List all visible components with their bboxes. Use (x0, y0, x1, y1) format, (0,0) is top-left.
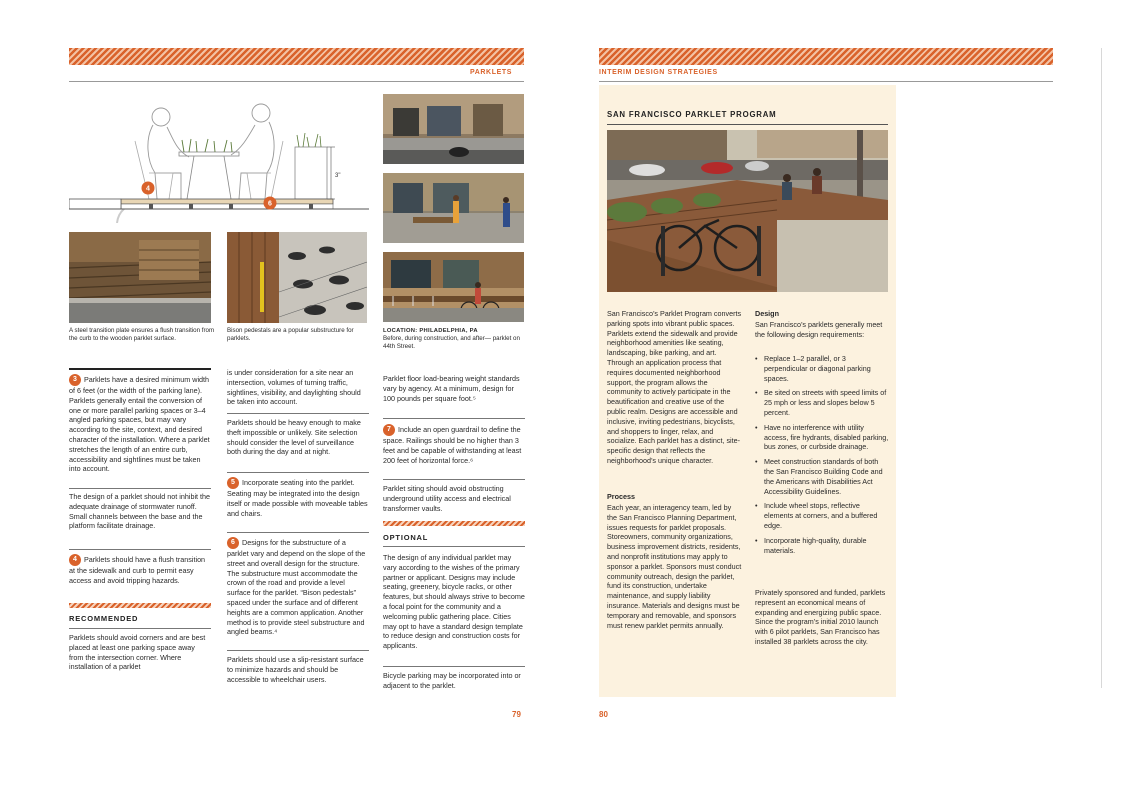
design-requirement: • Be sited on streets with speed limits of 25 mph or less and slopes below 5 percent. (755, 388, 889, 417)
process-heading: Process (607, 492, 635, 501)
diagram-svg (69, 95, 369, 223)
col1-para-3-text: Parklets have a desired minimum width of 6 feet (or the width of the parking lane). Parklets generally entail the conversion of one or more parallel parking spaces or 3–4 angled parking spaces, but may vary according to the site, context, and desired character of the installation. Where a parklet stretches the length of an entire curb, accessibility and sightlines must be taken into account. (69, 374, 210, 474)
header-stripe-right (599, 48, 1053, 65)
col1-para-drainage: The design of a parklet should not inhibit the adequate drainage of stormwater runoff. Small channels between the base and the platform facilitate drainage. (69, 492, 211, 531)
photo-bison-pedestals (227, 232, 367, 323)
col1-top-rule (69, 368, 211, 370)
optional-heading: OPTIONAL (383, 533, 429, 542)
page-number-right: 80 (599, 710, 608, 719)
col1-para-3 (69, 374, 211, 474)
col1-rule-3 (69, 628, 211, 629)
design-heading: Design (755, 309, 779, 318)
col1-para-4 (69, 554, 211, 586)
col2-rule-3 (227, 532, 369, 533)
sidebar-title: SAN FRANCISCO PARKLET PROGRAM (607, 110, 777, 119)
callout-6-text: 6 (268, 200, 272, 208)
badge-4: 4 (69, 554, 81, 566)
caption-bison-pedestals: Bison pedestals are a popular substructure for parklets. (227, 327, 354, 343)
col2-para-slip: Parklets should use a slip-resistant surface to minimize hazards and should be accessible to wheelchair users. (227, 655, 364, 684)
col2-rule-1 (227, 413, 369, 414)
col3-para-7 (383, 424, 525, 465)
design-requirements-list (755, 354, 889, 560)
col2-para-5-text: Incorporate seating into the parklet. Seating may be integrated into the design itself or made possible with moveable tables and chairs. (227, 477, 368, 518)
running-head-right: INTERIM DESIGN STRATEGIES (599, 69, 718, 76)
sidebar-intro: San Francisco’s Parklet Program converts parking spots into vibrant public spaces. Parklets extend the sidewalk and provide neighborhood amenities like seating, landscaping, bike parking, and art. Through an application process that requires documented neighborhood support, the program allows the community to actively participate in the beautification and creative use of the public realm. Designs are accessible and inclusive, inviting pedestrians, bicyclists, and shoppers to linger, relax, and socialize. Each parklet has a distinct, site-specific design that reflects the neighborhood’s unique character. (607, 309, 742, 465)
optional-stripe (383, 521, 525, 526)
header-rule-right (599, 81, 1053, 82)
col3-para-bike: Bicycle parking may be incorporated into or adjacent to the parklet. (383, 671, 521, 690)
design-requirement: • Incorporate high-quality, durable materials. (755, 536, 889, 556)
col1-para-recommended: Parklets should avoid corners and are best placed at least one parking space away from the intersection corner. Where installation of a parklet (69, 633, 206, 672)
col2-para-6 (227, 537, 369, 637)
process-text: Each year, an interagency team, led by the San Francisco Planning Department, issues requests for parklet proposals. Storeowners, community organizations, business improvement districts, residents, and nonprofit institutions may apply to sponsor a parklet. Sponsors must conduct community outreach, design the parklet, fund its construction, undertake maintenance, and supply liability insurance. Materials and designs must be temporary and removable, and sponsors must renew parklet permits annually. (607, 503, 742, 630)
col3-para-floor: Parklet floor load-bearing weight standards vary by agency. At a minimum, design for 100 pounds per square foot.⁵ (383, 374, 520, 403)
badge-6: 6 (227, 537, 239, 549)
photo-transition-plate (69, 232, 211, 323)
design-requirement: • Replace 1–2 parallel, or 3 perpendicular or diagonal parking spaces. (755, 354, 889, 383)
photo-philadelphia-after (383, 252, 524, 322)
running-head-left: PARKLETS (470, 69, 513, 76)
col2-rule-2 (227, 472, 369, 473)
recommended-stripe (69, 603, 211, 608)
dimension-label: 3" (335, 173, 341, 179)
caption-transition-plate: A steel transition plate ensures a flush transition from the curb to the wooden parklet surface. (69, 327, 215, 343)
badge-3: 3 (69, 374, 81, 386)
col2-para-5 (227, 477, 369, 518)
design-intro: San Francisco’s parklets generally meet the following design requirements: (755, 320, 883, 339)
caption-location: Before, during construction, and after— parklet on 44th Street. (383, 335, 520, 351)
photo-philadelphia-during (383, 173, 524, 243)
col1-para-4-text: Parklets should have a flush transition at the sidewalk and curb to permit easy access and avoid tripping hazards. (69, 554, 206, 585)
location-label: LOCATION: PHILADELPHIA, PA (383, 328, 478, 334)
col3-rule-3 (383, 546, 525, 547)
sidebar-title-rule (607, 124, 888, 125)
page-edge (1101, 48, 1102, 688)
col2-para-theft: Parklets should be heavy enough to make theft impossible or unlikely. Site selection should consider the level of surveillance both during the day and at night. (227, 418, 361, 457)
col2-para-6-text: Designs for the substructure of a parklet vary and depend on the slope of the street and overall design for the structure. The substructure must accommodate the crown of the road and provide a level surface for the parklet. “Bison pedestals” spaced under the surface and of different heights are a common application. Another method is to provide steel substructure and angled beams.⁴ (227, 537, 366, 637)
callout-4-text: 4 (146, 185, 150, 193)
badge-7: 7 (383, 424, 395, 436)
col3-para-siting: Parklet siting should avoid obstructing underground utility access and electrical transformer vaults. (383, 484, 511, 513)
design-requirement: • Have no interference with utility access, fire hydrants, disabled parking, bus zones, or curbside drainage. (755, 423, 889, 452)
badge-5: 5 (227, 477, 239, 489)
recommended-heading: RECOMMENDED (69, 614, 139, 623)
col3-rule-4 (383, 666, 525, 667)
col3-para-7-text: Include an open guardrail to define the space. Railings should be no higher than 3 feet and be capable of withstanding at least 200 feet of horizontal force.⁶ (383, 424, 522, 465)
photo-sf-parklet (607, 130, 888, 292)
col3-rule-2 (383, 479, 525, 480)
parklet-section-diagram (69, 95, 369, 223)
design-requirement: • Meet construction standards of both the San Francisco Building Code and the Americans with Disabilities Act Accessibility Guidelines. (755, 457, 889, 496)
col1-rule-1 (69, 488, 211, 489)
header-rule-left (69, 81, 524, 82)
header-stripe-left (69, 48, 524, 65)
col2-para-continued: is under consideration for a site near an intersection, volumes of turning traffic, sightlines, visibility, and daylighting should be taken into account. (227, 368, 361, 407)
col1-rule-2 (69, 549, 211, 550)
sidebar-closing: Privately sponsored and funded, parklets represent an economical means of expanding and energizing public space. Since the program’s initial 2010 launch with 6 pilot parklets, San Francisco has installed 38 parklets across the city. (755, 588, 886, 646)
photo-philadelphia-before (383, 94, 524, 164)
col2-rule-4 (227, 650, 369, 651)
col3-rule-1 (383, 418, 525, 419)
col3-para-optional: The design of any individual parklet may vary according to the wishes of the primary partner or applicant. Designs may include seating, greenery, bicycle racks, or other features, but should always strive to become a focal point for the community and a welcoming public gathering place. Cities may opt to have a standard design template to reduce design and construction costs for applicants. (383, 553, 525, 651)
design-requirement: • Include wheel stops, reflective elements at corners, and a buffered edge. (755, 501, 889, 530)
page-number-left: 79 (512, 710, 521, 719)
